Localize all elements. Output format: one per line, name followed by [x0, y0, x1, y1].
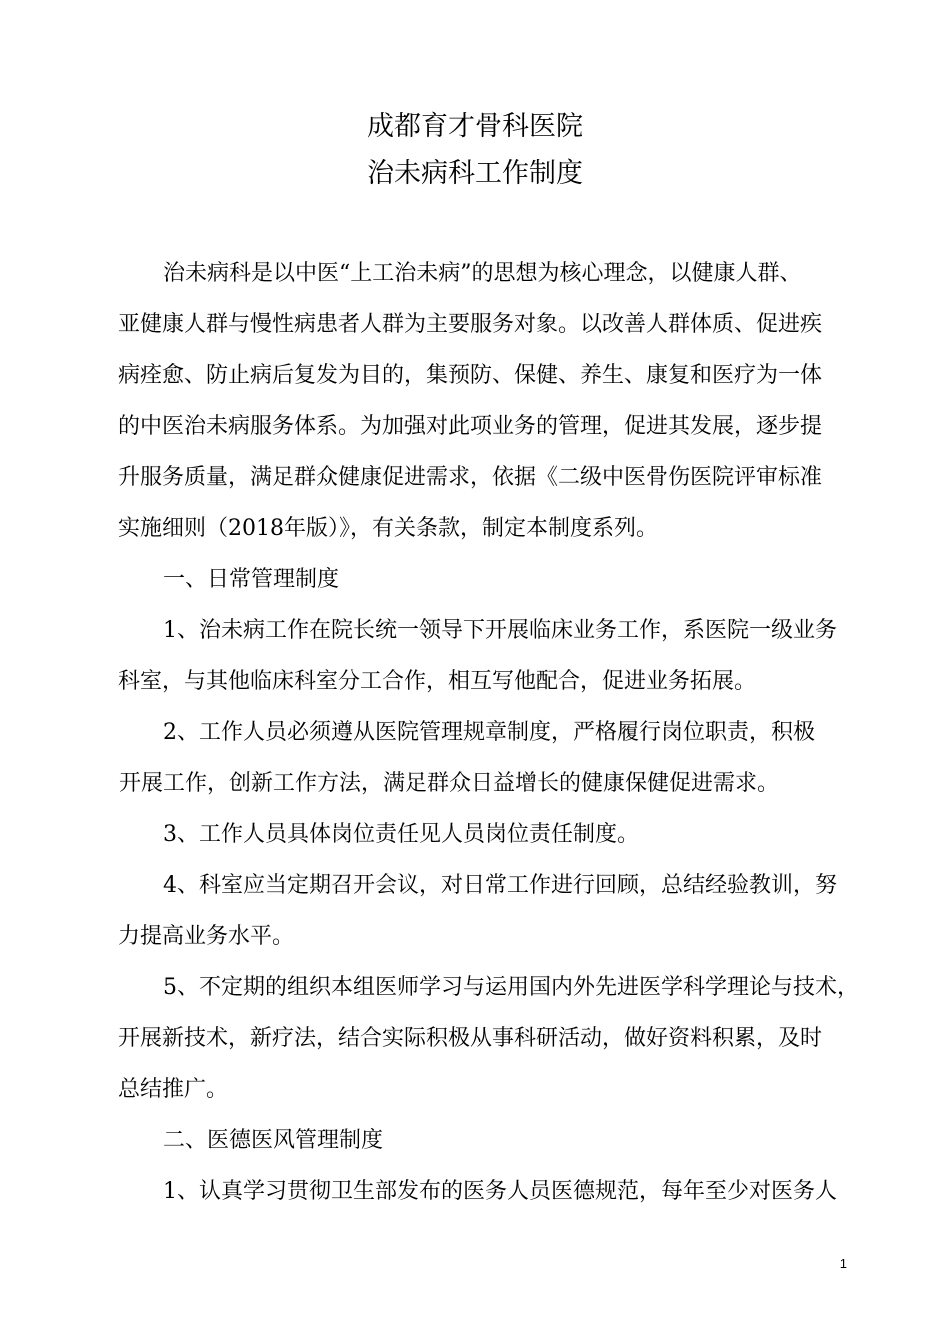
- section-heading: 二、医德医风管理制度: [163, 1128, 384, 1153]
- paragraph-line: 4、科室应当定期召开会议，对日常工作进行回顾，总结经验教训，努: [163, 873, 837, 898]
- paragraph-line: 5、不定期的组织本组医师学习与运用国内外先进医学科学理论与技术，: [163, 975, 859, 1000]
- paragraph-line: 治未病科是以中医“上工治未病”的思想为核心理念，以健康人群、: [163, 261, 802, 286]
- paragraph-line: 科室，与其他临床科室分工合作，相互写他配合，促进业务拓展。: [118, 669, 757, 694]
- paragraph-line: 3、工作人员具体岗位责任见人员岗位责任制度。: [163, 822, 639, 847]
- paragraph-line: 的中医治未病服务体系。为加强对此项业务的管理，促进其发展，逐步提: [118, 414, 823, 439]
- page-number: 1: [839, 1256, 847, 1271]
- paragraph-line: 1、认真学习贯彻卫生部发布的医务人员医德规范，每年至少对医务人: [163, 1179, 837, 1204]
- paragraph-line: 实施细则（2018年版）》，有关条款，制定本制度系列。: [118, 516, 658, 541]
- document-title: 治未病科工作制度: [367, 158, 583, 189]
- paragraph-line: 力提高业务水平。: [118, 924, 295, 949]
- paragraph-line: 亚健康人群与慢性病患者人群为主要服务对象。以改善人群体质、促进疾: [118, 312, 823, 337]
- paragraph-line: 总结推广。: [118, 1077, 229, 1102]
- paragraph-line: 病痊愈、防止病后复发为目的，集预防、保健、养生、康复和医疗为一体: [118, 363, 823, 388]
- document-body: [118, 248, 858, 1217]
- paragraph-line: 开展新技术，新疗法，结合实际积极从事科研活动，做好资料积累，及时: [118, 1026, 823, 1051]
- paragraph-line: 1、治未病工作在院长统一领导下开展临床业务工作，系医院一级业务: [163, 618, 837, 643]
- paragraph-line: 升服务质量，满足群众健康促进需求，依据《二级中医骨伤医院评审标准: [118, 465, 823, 490]
- section-heading: 一、日常管理制度: [163, 567, 340, 592]
- paragraph-line: 开展工作，创新工作方法，满足群众日益增长的健康保健促进需求。: [119, 771, 780, 796]
- paragraph-line: 2、工作人员必须遵从医院管理规章制度，严格履行岗位职责，积极: [163, 720, 815, 745]
- hospital-name-title: 成都育才骨科医院: [367, 111, 583, 142]
